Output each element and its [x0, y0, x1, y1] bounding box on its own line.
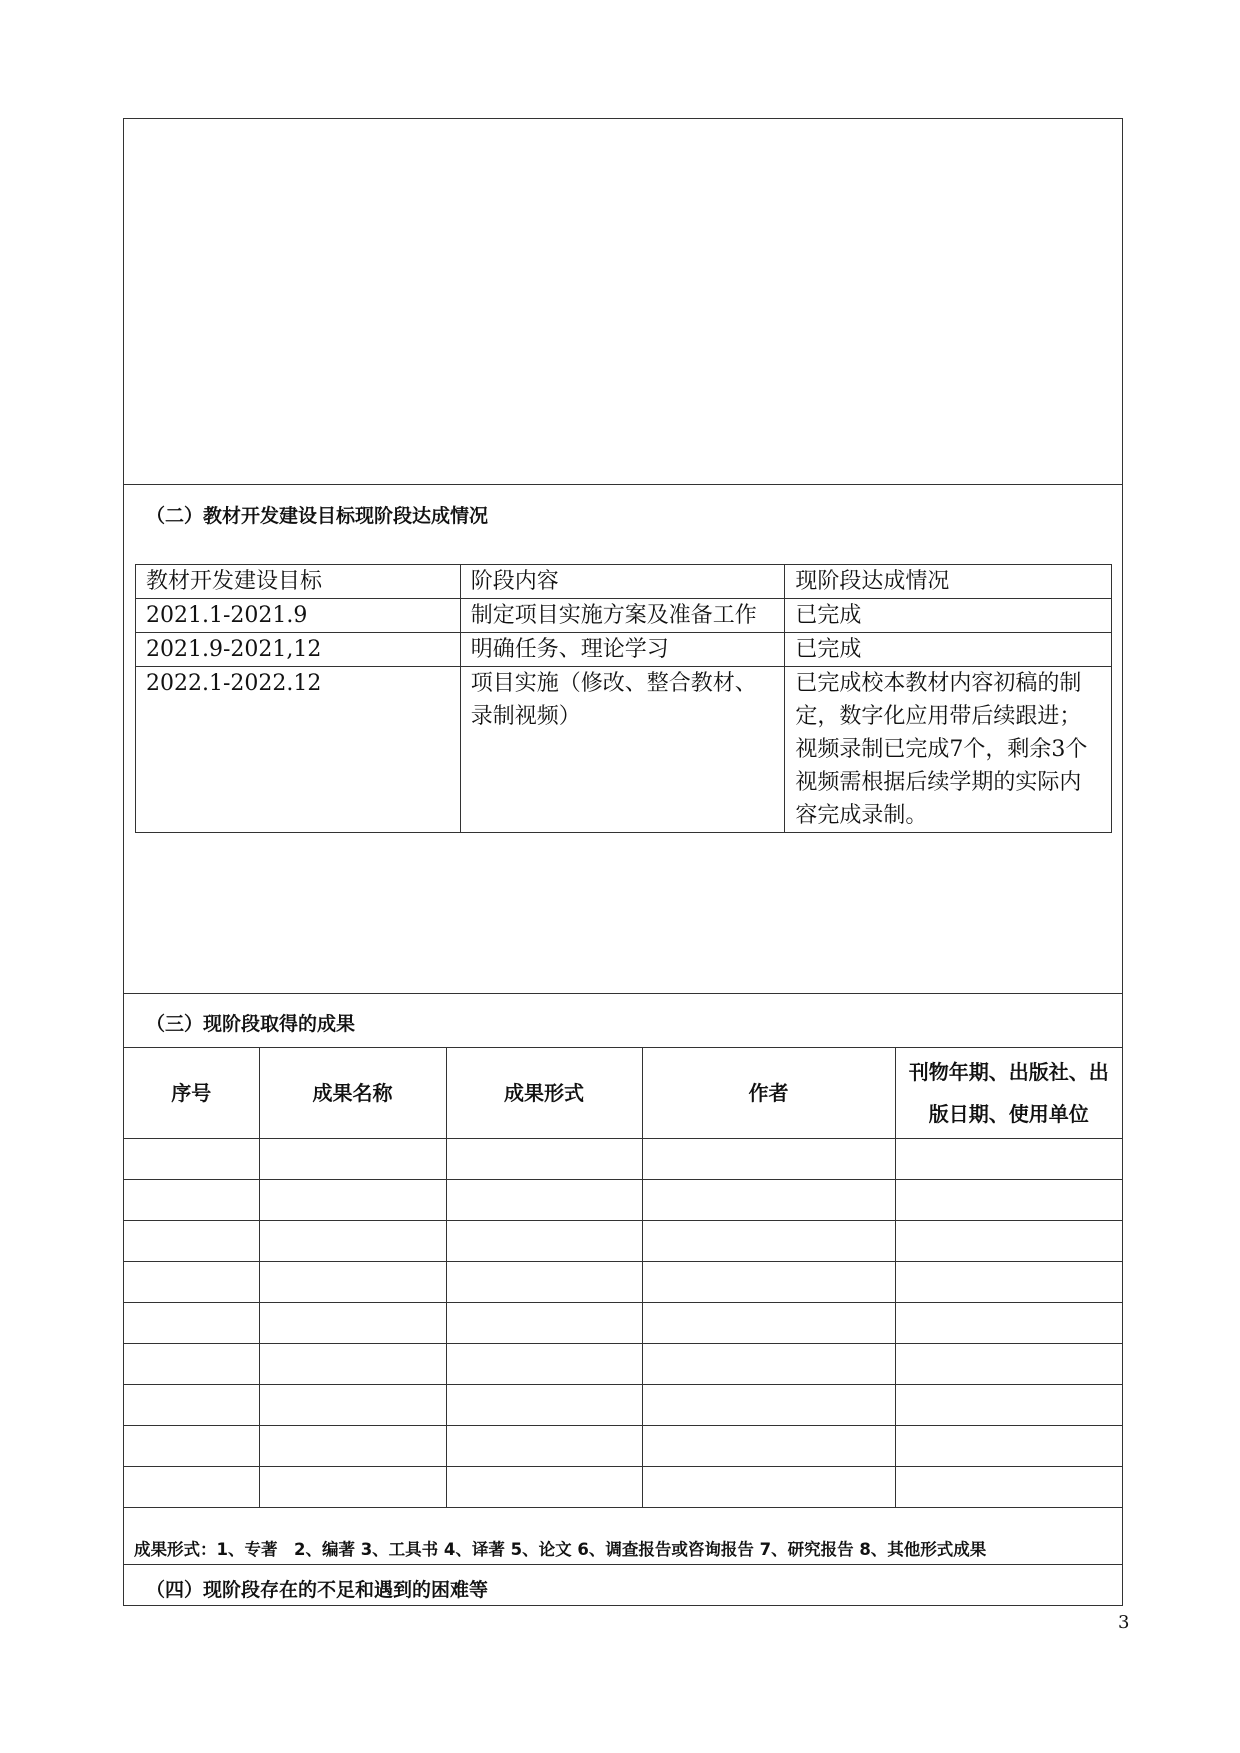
- table-cell: [895, 1221, 1122, 1262]
- goals-header-cell: 教材开发建设目标: [136, 565, 461, 599]
- table-cell: [446, 1139, 642, 1180]
- section2-title: （二）教材开发建设目标现阶段达成情况: [146, 505, 489, 527]
- table-cell: [259, 1344, 446, 1385]
- goals-content-cell: 制定项目实施方案及准备工作: [460, 599, 785, 633]
- table-row: [124, 1467, 1122, 1508]
- table-cell: [124, 1385, 259, 1426]
- table-cell: [124, 1221, 259, 1262]
- table-cell: [642, 1139, 895, 1180]
- table-cell: [642, 1344, 895, 1385]
- table-cell: [642, 1262, 895, 1303]
- table-row: [124, 1303, 1122, 1344]
- section-divider: [124, 484, 1122, 485]
- table-row: [124, 1262, 1122, 1303]
- goals-period-cell: 2022.1-2022.12: [136, 667, 461, 833]
- section3-title: （三）现阶段取得的成果: [146, 1013, 356, 1035]
- table-cell: [446, 1221, 642, 1262]
- table-cell: [259, 1221, 446, 1262]
- results-header-cell: 成果形式: [446, 1048, 642, 1139]
- goals-period-cell: 2021.1-2021.9: [136, 599, 461, 633]
- table-cell: [124, 1262, 259, 1303]
- table-cell: [259, 1385, 446, 1426]
- table-cell: [259, 1139, 446, 1180]
- table-cell: [895, 1303, 1122, 1344]
- table-cell: [895, 1139, 1122, 1180]
- results-table: [124, 1047, 1122, 1508]
- goals-row: [136, 667, 1112, 833]
- goals-header-cell: 阶段内容: [460, 565, 785, 599]
- table-cell: [446, 1303, 642, 1344]
- goals-content-cell: 项目实施（修改、整合教材、录制视频）: [460, 667, 785, 833]
- table-cell: [642, 1467, 895, 1508]
- table-cell: [259, 1303, 446, 1344]
- table-cell: [895, 1262, 1122, 1303]
- table-cell: [446, 1262, 642, 1303]
- table-cell: [259, 1467, 446, 1508]
- report-form-frame: [123, 118, 1123, 1606]
- table-cell: [124, 1344, 259, 1385]
- table-cell: [895, 1344, 1122, 1385]
- goals-header-row: [136, 565, 1112, 599]
- table-cell: [642, 1303, 895, 1344]
- table-cell: [446, 1426, 642, 1467]
- goals-row: [136, 599, 1112, 633]
- table-cell: [124, 1303, 259, 1344]
- table-cell: [259, 1426, 446, 1467]
- goals-row: [136, 633, 1112, 667]
- table-cell: [259, 1262, 446, 1303]
- goals-table: [135, 564, 1112, 833]
- goals-content-cell: 明确任务、理论学习: [460, 633, 785, 667]
- section-divider: [124, 1564, 1122, 1565]
- table-cell: [895, 1385, 1122, 1426]
- goals-status-cell: 已完成: [785, 633, 1112, 667]
- table-cell: [124, 1467, 259, 1508]
- table-cell: [259, 1180, 446, 1221]
- table-row: [124, 1385, 1122, 1426]
- results-header-cell: 刊物年期、出版社、出版日期、使用单位: [895, 1048, 1122, 1139]
- page-number: 3: [1118, 1612, 1130, 1633]
- table-row: [124, 1344, 1122, 1385]
- table-cell: [446, 1385, 642, 1426]
- table-cell: [642, 1426, 895, 1467]
- table-cell: [124, 1180, 259, 1221]
- results-header-row: [124, 1048, 1122, 1139]
- table-cell: [895, 1467, 1122, 1508]
- table-cell: [446, 1344, 642, 1385]
- goals-status-cell: 已完成: [785, 599, 1112, 633]
- results-header-cell: 成果名称: [259, 1048, 446, 1139]
- table-row: [124, 1139, 1122, 1180]
- table-cell: [895, 1426, 1122, 1467]
- table-cell: [642, 1385, 895, 1426]
- results-header-cell: 序号: [124, 1048, 259, 1139]
- table-cell: [895, 1180, 1122, 1221]
- section4-title: （四）现阶段存在的不足和遇到的困难等: [146, 1579, 489, 1601]
- goals-header-cell: 现阶段达成情况: [785, 565, 1112, 599]
- results-format-legend: 成果形式：1、专著 2、编著 3、工具书 4、译著 5、论文 6、调查报告或咨询报告 7、研究报告 8、其他形式成果: [134, 1540, 987, 1559]
- results-header-cell: 作者: [642, 1048, 895, 1139]
- table-cell: [446, 1180, 642, 1221]
- table-cell: [446, 1467, 642, 1508]
- table-cell: [642, 1180, 895, 1221]
- table-row: [124, 1221, 1122, 1262]
- table-row: [124, 1426, 1122, 1467]
- section-divider: [124, 993, 1122, 994]
- table-cell: [124, 1426, 259, 1467]
- table-row: [124, 1180, 1122, 1221]
- goals-status-cell: 已完成校本教材内容初稿的制定，数字化应用带后续跟进；视频录制已完成7个，剩余3个视频需根据后续学期的实际内容完成录制。: [785, 667, 1112, 833]
- table-cell: [124, 1139, 259, 1180]
- goals-period-cell: 2021.9-2021,12: [136, 633, 461, 667]
- table-cell: [642, 1221, 895, 1262]
